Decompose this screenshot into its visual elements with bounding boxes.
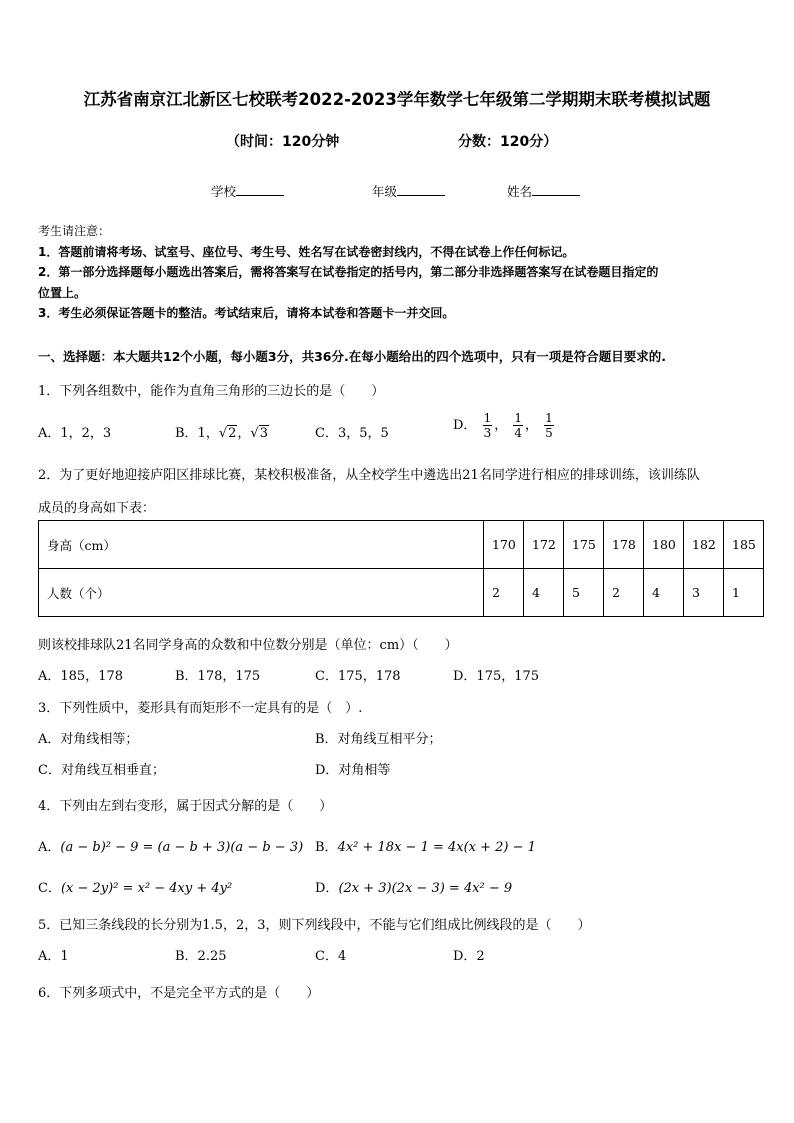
q2-option-c: C．175，178 <box>315 669 401 684</box>
notice-heading: 考生请注意： <box>38 224 111 238</box>
table-cell: 170 <box>484 521 524 569</box>
fraction-one-third <box>483 411 493 440</box>
q1-option-a: A．1，2，3 <box>38 426 112 441</box>
q1-option-d-prefix: D． <box>453 418 477 433</box>
q4-a-expression: (a − b)² − 9 = (a − b + 3)(a − b − 3) <box>60 840 304 855</box>
question-5-stem: 5．已知三条线段的长分别为1.5，2，3，则下列线段中，不能与它们组成比例线段的是（ ） <box>38 918 591 933</box>
numerator: 1 <box>545 411 553 425</box>
question-6-stem: 6．下列多项式中，不是完全平方式的是（ ） <box>38 986 320 1001</box>
question-1-stem: 1．下列各组数中，能作为直角三角形的三边长的是（ ） <box>38 384 385 399</box>
table-cell: 3 <box>684 569 724 617</box>
grade-field <box>372 182 445 200</box>
option-label: B． <box>315 840 338 855</box>
table-cell: 182 <box>684 521 724 569</box>
table-cell: 4 <box>644 569 684 617</box>
section-heading: 一、选择题：本大题共12个小题，每小题3分，共36分.在每小题给出的四个选项中，只有一项是符合题目要求的. <box>38 349 666 364</box>
table-cell: 1 <box>724 569 764 617</box>
option-label: D． <box>315 881 339 896</box>
table-cell: 175 <box>564 521 604 569</box>
q1-option-b-prefix: B．1， <box>175 426 219 441</box>
question-2-ask: 则该校排球队21名同学身高的众数和中位数分别是（单位：cm）（ ） <box>38 638 458 653</box>
q1-option-b: B．1，√2，√3 <box>175 426 268 441</box>
table-cell: 180 <box>644 521 684 569</box>
sqrt-2: 2 <box>228 426 237 441</box>
school-field <box>211 182 284 200</box>
option-label: C． <box>38 881 61 896</box>
numerator: 1 <box>514 411 522 425</box>
sqrt-3: 3 <box>259 426 268 441</box>
q1-option-d: D． $\frac{1}{3}$ ， $\frac{1}{4}$ ， $\frac{1}{5}$ <box>453 411 553 440</box>
denominator: 4 <box>514 426 522 440</box>
grade-blank <box>397 183 445 196</box>
q5-option-d: D．2 <box>453 949 485 964</box>
table-row <box>39 521 764 569</box>
question-3-stem: 3．下列性质中，菱形具有而矩形不一定具有的是（ ）. <box>38 701 363 716</box>
table-cell: 178 <box>604 521 644 569</box>
q4-b-expression: 4x² + 18x − 1 = 4x(x + 2) − 1 <box>337 840 536 855</box>
notice-block <box>38 221 760 324</box>
grade-label: 年级 <box>372 184 398 199</box>
exam-score: 分数：120分） <box>458 134 558 150</box>
q3-option-c: C．对角线互相垂直； <box>38 763 165 778</box>
table-cell: 2 <box>604 569 644 617</box>
q3-option-b: B．对角线互相平分； <box>315 732 442 747</box>
row-label-height: 身高（cm） <box>39 521 484 569</box>
fraction-one-fifth <box>544 411 554 440</box>
table-cell: 185 <box>724 521 764 569</box>
numerator: 1 <box>483 411 492 425</box>
name-blank <box>532 183 580 196</box>
denominator: 5 <box>545 426 553 440</box>
q3-option-d: D．对角相等 <box>315 763 391 778</box>
q4-option-a <box>38 836 303 855</box>
q4-option-b <box>315 836 536 855</box>
name-label: 姓名 <box>507 184 533 199</box>
denominator: 3 <box>483 426 492 440</box>
height-table <box>38 520 764 617</box>
school-blank <box>236 183 284 196</box>
notice-item: 1．答题前请将考场、试室号、座位号、考生号、姓名写在试卷密封线内，不得在试卷上作任何标记。 <box>38 244 575 259</box>
notice-item: 2．第一部分选择题每小题选出答案后，需将答案写在试卷指定的括号内，第二部分非选择题答案写在试卷题目指定的 <box>38 265 659 279</box>
table-cell: 4 <box>524 569 564 617</box>
exam-title: 江苏省南京江北新区七校联考2022-2023学年数学七年级第二学期期末联考模拟试题 <box>83 90 711 109</box>
table-row <box>39 569 764 617</box>
question-4-stem: 4．下列由左到右变形，属于因式分解的是（ ） <box>38 799 333 814</box>
q4-c-expression: (x − 2y)² = x² − 4xy + 4y² <box>60 881 233 896</box>
fraction-one-fourth <box>513 411 523 440</box>
q2-option-a: A．185，178 <box>38 669 124 684</box>
question-2-stem-cont: 成员的身高如下表： <box>38 501 156 516</box>
option-label: A． <box>38 840 61 855</box>
question-2-stem: 2．为了更好地迎接庐阳区排球比赛，某校积极准备，从全校学生中遴选出21名同学进行相应的排球训练，该训练队 <box>38 468 700 483</box>
q4-option-d <box>315 877 512 896</box>
q1-option-c: C．3，5，5 <box>315 426 389 441</box>
table-cell: 5 <box>564 569 604 617</box>
q3-option-a: A．对角线相等； <box>38 732 139 747</box>
q4-d-expression: (2x + 3)(2x − 3) = 4x² − 9 <box>338 881 513 896</box>
q5-option-a: A．1 <box>38 949 69 964</box>
q5-option-b: B．2.25 <box>175 949 227 964</box>
q4-option-c <box>38 877 232 896</box>
name-field <box>507 182 580 200</box>
exam-time: （时间：120分钟 <box>226 134 340 150</box>
table-cell: 2 <box>484 569 524 617</box>
q2-option-b: B．178，175 <box>175 669 261 684</box>
row-label-count: 人数（个） <box>39 569 484 617</box>
school-label: 学校 <box>211 184 237 199</box>
notice-item: 位置上。 <box>38 285 87 300</box>
q5-option-c: C．4 <box>315 949 347 964</box>
q2-option-d: D．175，175 <box>453 669 540 684</box>
table-cell: 172 <box>524 521 564 569</box>
notice-item: 3．考生必须保证答题卡的整洁。考试结束后，请将本试卷和答题卡一并交回。 <box>38 306 455 320</box>
